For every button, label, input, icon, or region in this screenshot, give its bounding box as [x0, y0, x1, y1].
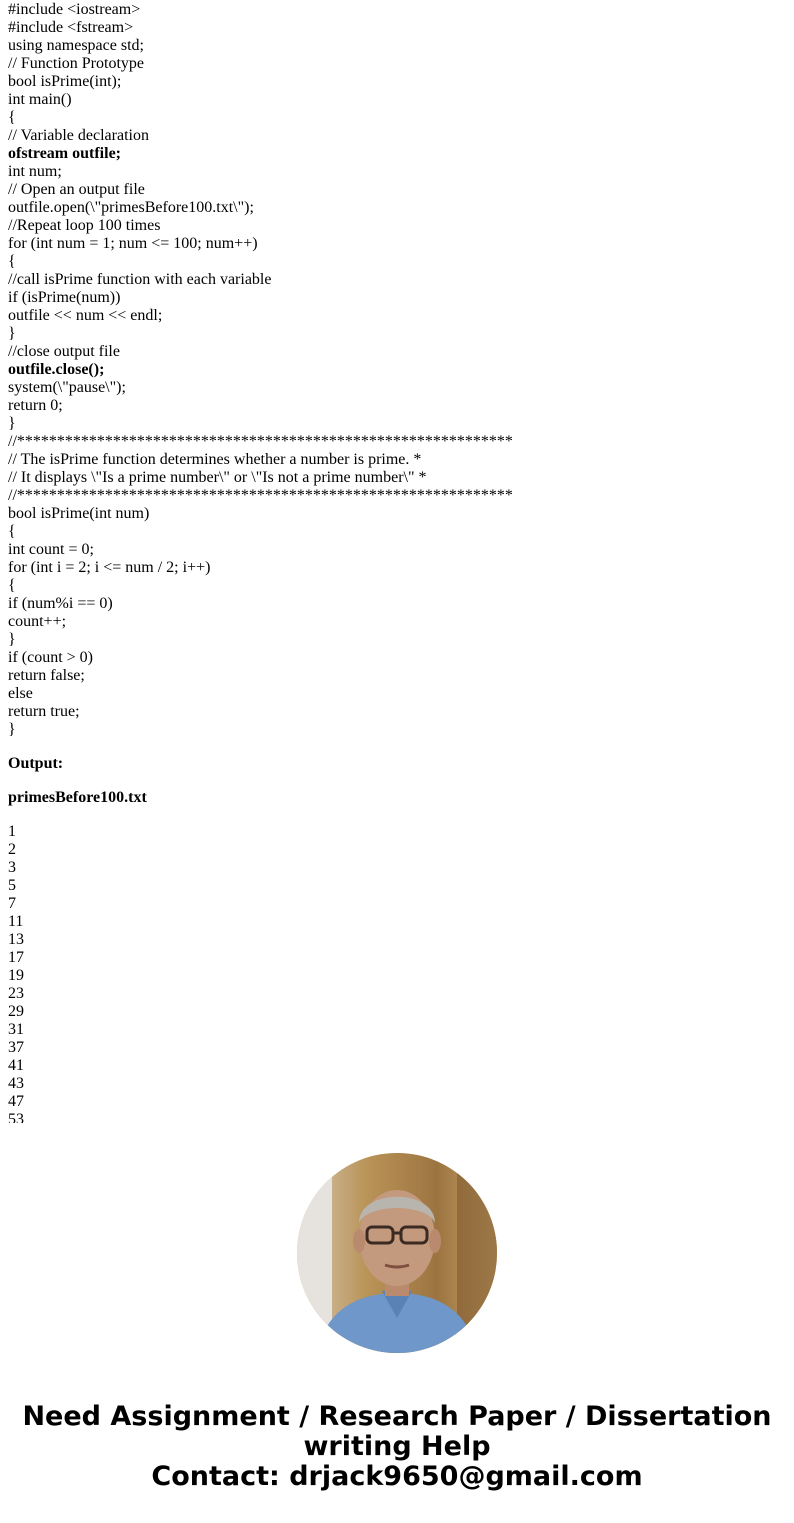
- spacer: [0, 807, 794, 823]
- code-line: for (int num = 1; num <= 100; num++): [8, 235, 258, 252]
- code-line: if (count > 0): [8, 649, 93, 666]
- code-line: // Variable declaration: [8, 127, 149, 144]
- code-line: else: [8, 685, 33, 702]
- prime-value: 3: [8, 859, 16, 876]
- promo-line-help: Need Assignment / Research Paper / Dissertation writing Help: [22, 1401, 772, 1462]
- prime-value: 1: [8, 823, 16, 840]
- author-avatar: [297, 1153, 497, 1353]
- code-line: outfile << num << endl;: [8, 307, 163, 324]
- code-line: }: [8, 631, 16, 648]
- author-portrait-image: [297, 1153, 497, 1353]
- code-line: {: [8, 253, 16, 270]
- promo-banner: [0, 1402, 794, 1492]
- code-line: return 0;: [8, 397, 63, 414]
- code-line: int main(): [8, 91, 72, 108]
- spacer: [0, 773, 794, 789]
- code-line: outfile.close();: [8, 361, 105, 378]
- code-line: }: [8, 325, 16, 342]
- code-line: ofstream outfile;: [8, 145, 121, 162]
- code-line: #include <fstream>: [8, 19, 134, 36]
- code-line: //Repeat loop 100 times: [8, 217, 161, 234]
- prime-value: 37: [8, 1039, 24, 1056]
- prime-value: 23: [8, 985, 24, 1002]
- code-line: return true;: [8, 703, 80, 720]
- code-listing: [0, 0, 794, 739]
- code-line: int num;: [8, 163, 62, 180]
- code-line: int count = 0;: [8, 541, 94, 558]
- prime-value: 43: [8, 1075, 24, 1092]
- code-line: }: [8, 415, 16, 432]
- prime-value: 13: [8, 931, 24, 948]
- output-heading: Output:: [8, 755, 64, 772]
- code-line: for (int i = 2; i <= num / 2; i++): [8, 559, 211, 576]
- code-line: //call isPrime function with each variable: [8, 271, 272, 288]
- code-line: system(\"pause\");: [8, 379, 126, 396]
- prime-value: 29: [8, 1003, 24, 1020]
- prime-output-list: [0, 823, 794, 1123]
- code-line: // The isPrime function determines whether a number is prime. *: [8, 451, 422, 468]
- code-line: return false;: [8, 667, 85, 684]
- promo-line-contact: Contact: drjack9650@gmail.com: [151, 1461, 643, 1492]
- output-filename: primesBefore100.txt: [8, 789, 147, 806]
- prime-value: 5: [8, 877, 16, 894]
- code-line: // It displays \"Is a prime number\" or \"Is not a prime number\" *: [8, 469, 427, 486]
- prime-value: 41: [8, 1057, 24, 1074]
- code-line: if (num%i == 0): [8, 595, 113, 612]
- code-line: //**************************************************************: [8, 433, 513, 450]
- code-line: bool isPrime(int);: [8, 73, 122, 90]
- spacer: [0, 739, 794, 755]
- code-line: //close output file: [8, 343, 120, 360]
- prime-value: 53: [8, 1111, 24, 1123]
- code-line: }: [8, 721, 16, 738]
- code-line: {: [8, 109, 16, 126]
- prime-value: 17: [8, 949, 24, 966]
- code-line: bool isPrime(int num): [8, 505, 150, 522]
- code-line: #include <iostream>: [8, 1, 141, 18]
- code-line: outfile.open(\"primesBefore100.txt\");: [8, 199, 254, 216]
- prime-value: 47: [8, 1093, 24, 1110]
- prime-value: 31: [8, 1021, 24, 1038]
- prime-value: 11: [8, 913, 24, 930]
- code-line: count++;: [8, 613, 67, 630]
- code-line: // Function Prototype: [8, 55, 144, 72]
- prime-value: 2: [8, 841, 16, 858]
- code-line: {: [8, 577, 16, 594]
- code-line: {: [8, 523, 16, 540]
- code-line: //**************************************************************: [8, 487, 513, 504]
- prime-value: 19: [8, 967, 24, 984]
- code-line: using namespace std;: [8, 37, 144, 54]
- code-line: if (isPrime(num)): [8, 289, 121, 306]
- prime-value: 7: [8, 895, 16, 912]
- code-line: // Open an output file: [8, 181, 145, 198]
